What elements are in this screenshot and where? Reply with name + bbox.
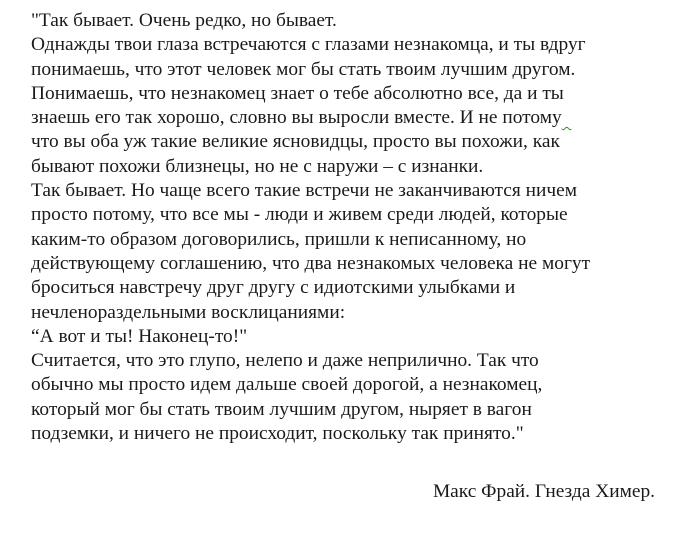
quote-line: нечленораздельными восклицаниями: — [31, 301, 346, 323]
quote-line: действующему соглашению, что два незнакомых человека не могут — [31, 252, 591, 274]
quote-line: Понимаешь, что незнакомец знает о тебе абсолютно все, да и ты — [31, 82, 564, 104]
quote-line: просто потому, что все мы - люди и живем среди людей, которые — [31, 204, 568, 226]
quote-line: подземки, и ничего не происходит, поскольку так принято." — [31, 423, 524, 445]
quote-line: бывают похожи близнецы, но не с наружи – с изнанки. — [31, 155, 484, 177]
quote-line: который мог бы стать твоим лучшим другом, ныряет в вагон — [31, 398, 532, 420]
quote-line: “А вот и ты! Наконец-то!" — [31, 325, 248, 347]
quote-line: Так бывает. Но чаще всего такие встречи не заканчиваются ничем — [31, 180, 578, 202]
quote-line: знаешь его так хорошо, словно вы выросли вместе. И не потому — [31, 106, 671, 130]
quote-line: Однажды твои глаза встречаются с глазами незнакомца, и ты вдруг — [31, 34, 586, 56]
quote-line: понимаешь, что этот человек мог бы стать твоим лучшим другом. — [31, 58, 576, 80]
quote-line: броситься навстречу друг другу с идиотскими улыбками и — [31, 277, 516, 299]
quote-line: каким-то образом договорились, пришли к неписанному, но — [31, 228, 527, 250]
spellcheck-squiggle — [562, 107, 572, 128]
quote-line: что вы оба уж такие великие ясновидцы, просто вы похожи, как — [31, 131, 560, 153]
quote-line: обычно мы просто идем дальше своей дорогой, а незнакомец, — [31, 374, 543, 396]
quote-text — [31, 9, 671, 446]
attribution: Макс Фрай. Гнезда Химер. — [432, 481, 655, 502]
quote-line: Считается, что это глупо, нелепо и даже неприлично. Так что — [31, 350, 539, 372]
quote-line: "Так бывает. Очень редко, но бывает. — [31, 10, 337, 31]
